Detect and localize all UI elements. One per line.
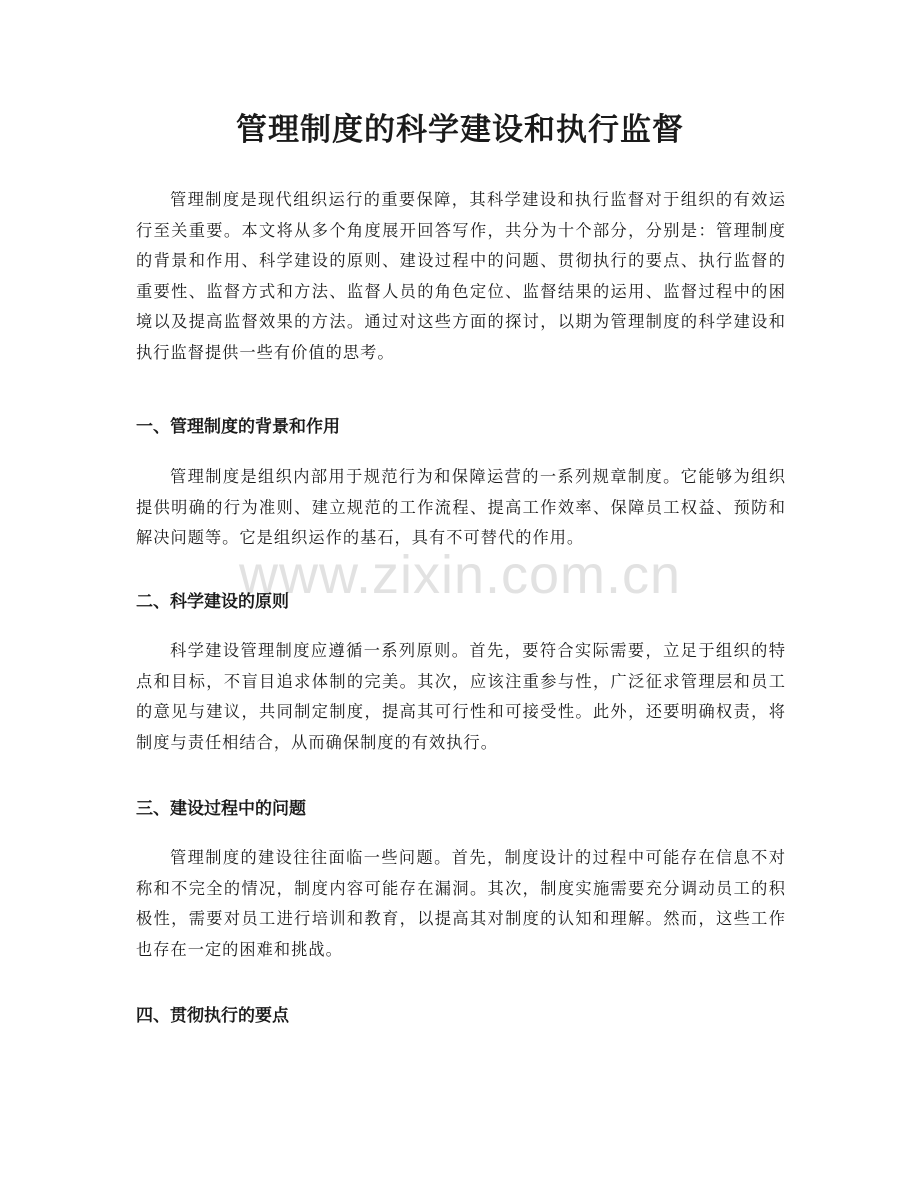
section-heading-1: 一、管理制度的背景和作用 bbox=[136, 417, 340, 437]
intro-paragraph: 管理制度是现代组织运行的重要保障，其科学建设和执行监督对于组织的有效运行至关重要。本文将从多个角度展开回答写作，共分为十个部分，分别是：管理制度的背景和作用、科学建设的原则、建设过程中的问题、贯彻执行的要点、执行监督的重要性、监督方式和方法、监督人员的角色定位、监督结果的运用、监督过程中的困境以及提高监督效果的方法。通过对这些方面的探讨，以期为管理制度的科学建设和执行监督提供一些有价值的思考。 bbox=[136, 190, 786, 362]
section-heading-4: 四、贯彻执行的要点 bbox=[136, 1006, 289, 1026]
section-heading-2: 二、科学建设的原则 bbox=[136, 592, 289, 612]
section-body-1: 管理制度是组织内部用于规范行为和保障运营的一系列规章制度。它能够为组织提供明确的行为准则、建立规范的工作流程、提高工作效率、保障员工权益、预防和解决问题等。它是组织运作的基石，具有不可替代的作用。 bbox=[136, 467, 786, 547]
section-body-3: 管理制度的建设往往面临一些问题。首先，制度设计的过程中可能存在信息不对称和不完全的情况，制度内容可能存在漏洞。其次，制度实施需要充分调动员工的积极性，需要对员工进行培训和教育，以提高其对制度的认知和理解。然而，这些工作也存在一定的困难和挑战。 bbox=[136, 848, 786, 959]
section-body-2: 科学建设管理制度应遵循一系列原则。首先，要符合实际需要，立足于组织的特点和目标，不盲目追求体制的完美。其次，应该注重参与性，广泛征求管理层和员工的意见与建议，共同制定制度，提高其可行性和可接受性。此外，还要明确权责，将制度与责任相结合，从而确保制度的有效执行。 bbox=[136, 641, 786, 752]
document-title: 管理制度的科学建设和执行监督 bbox=[236, 112, 684, 148]
section-heading-3: 三、建设过程中的问题 bbox=[136, 799, 306, 819]
watermark-text: www.zixin.com.cn bbox=[238, 545, 682, 605]
